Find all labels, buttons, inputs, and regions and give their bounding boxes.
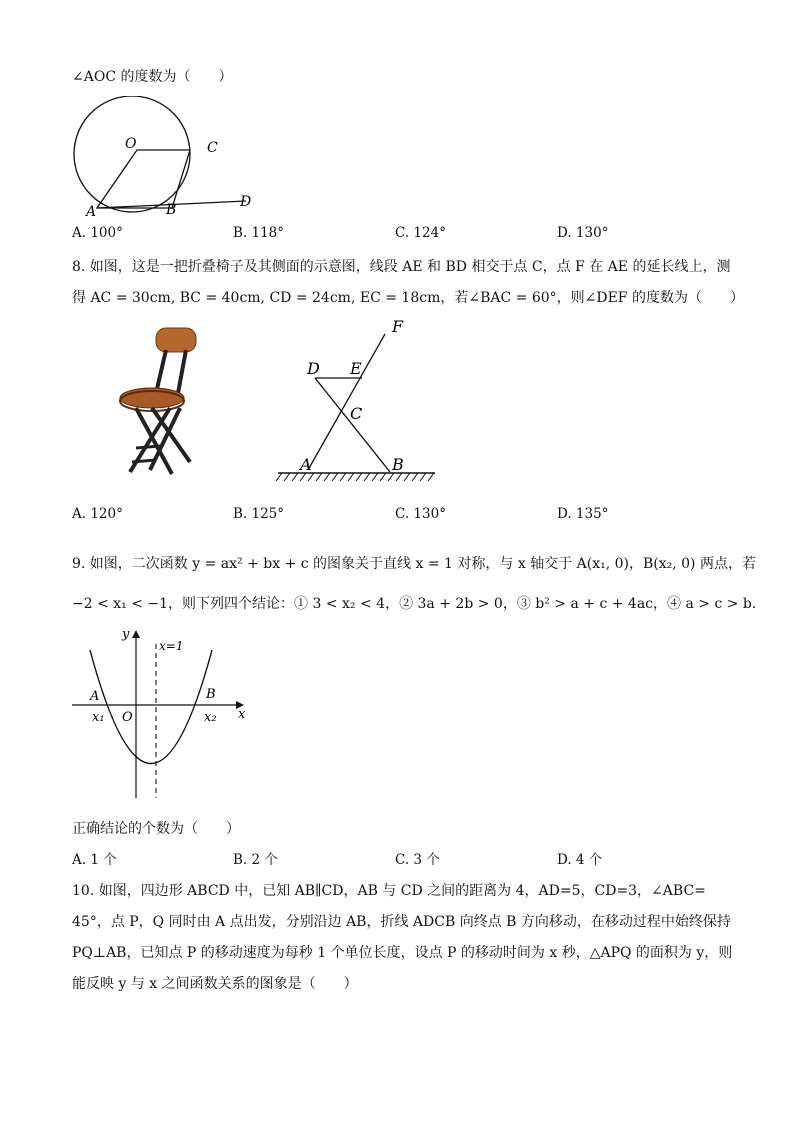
q10-stem-line1: 10. 如图，四边形 ABCD 中，已知 AB∥CD，AB 与 CD 之间的距离为 4，AD=5，CD=3，∠ABC= xyxy=(72,883,706,899)
folding-chair-image xyxy=(110,322,210,482)
q7-stem: ∠AOC 的度数为（ ） xyxy=(72,69,233,85)
label-e: E xyxy=(350,359,362,378)
q8-option-c[interactable]: C. 130° xyxy=(395,506,446,522)
label-a: A xyxy=(90,689,100,704)
q9-question: 正确结论的个数为（ ） xyxy=(72,821,240,837)
q9-option-a[interactable]: A. 1 个 xyxy=(72,852,117,868)
parabola-curve xyxy=(90,650,212,764)
q8-option-a[interactable]: A. 120° xyxy=(72,506,123,522)
q7-option-d[interactable]: D. 130° xyxy=(557,225,609,241)
label-o: O xyxy=(125,136,137,152)
q8-chair-diagram xyxy=(270,316,445,486)
q7-option-c[interactable]: C. 124° xyxy=(395,225,446,241)
label-b: B xyxy=(166,202,177,218)
q9-parabola-graph xyxy=(66,622,256,804)
circle xyxy=(74,96,190,212)
q8-stem-line2: 得 AC = 30cm, BC = 40cm, CD = 24cm, EC = 18cm，若∠BAC = 60°，则∠DEF 的度数为（ ） xyxy=(72,290,744,306)
parallelogram-oabc xyxy=(97,150,190,208)
q10-stem-line2: 45°，点 P，Q 同时由 A 点出发，分别沿边 AB，折线 ADCB 向终点 B 方向移动，在移动过程中始终保持 xyxy=(72,914,731,930)
q8-option-d[interactable]: D. 135° xyxy=(557,506,609,522)
q8-stem-line1: 8. 如图，这是一把折叠椅子及其侧面的示意图，线段 AE 和 BD 相交于点 C，点 F 在 AE 的延长线上，测 xyxy=(72,259,731,275)
label-o: O xyxy=(122,710,133,725)
q7-option-a[interactable]: A. 100° xyxy=(72,225,123,241)
label-c: C xyxy=(207,140,218,156)
q9-option-b[interactable]: B. 2 个 xyxy=(233,852,278,868)
q9-option-c[interactable]: C. 3 个 xyxy=(395,852,440,868)
label-a: A xyxy=(86,204,97,220)
label-x1: x₁ xyxy=(92,710,105,725)
label-d: D xyxy=(307,359,320,378)
label-x2: x₂ xyxy=(204,710,217,725)
label-b: B xyxy=(206,687,216,702)
label-d: D xyxy=(240,194,252,210)
q9-stem-line1: 9. 如图，二次函数 y = ax² + bx + c 的图象关于直线 x = 1 对称，与 x 轴交于 A(x₁, 0)，B(x₂, 0) 两点，若 xyxy=(72,556,756,572)
q7-option-b[interactable]: B. 118° xyxy=(233,225,285,241)
label-x: x xyxy=(238,707,246,722)
q10-stem-line4: 能反映 y 与 x 之间函数关系的图象是（ ） xyxy=(72,976,358,992)
label-f: F xyxy=(392,317,404,336)
ground-hatching xyxy=(276,473,434,481)
label-a: A xyxy=(300,455,312,474)
label-b: B xyxy=(392,455,404,474)
q7-circle-figure xyxy=(60,96,260,220)
q9-stem-line2: −2 < x₁ < −1，则下列四个结论：① 3 < x₂ < 4，② 3a + 2b > 0，③ b² > a + c + 4ac，④ a > c > b． xyxy=(72,596,766,612)
q9-option-d[interactable]: D. 4 个 xyxy=(557,852,603,868)
chair-backrest xyxy=(156,328,196,352)
line-af xyxy=(308,334,385,470)
label-axis-of-symmetry: x=1 xyxy=(159,639,184,653)
label-c: C xyxy=(350,404,363,423)
label-y: y xyxy=(122,627,130,642)
q10-stem-line3: PQ⊥AB，已知点 P 的移动速度为每秒 1 个单位长度，设点 P 的移动时间为 x 秒，△APQ 的面积为 y，则 xyxy=(72,945,733,961)
q8-option-b[interactable]: B. 125° xyxy=(233,506,285,522)
